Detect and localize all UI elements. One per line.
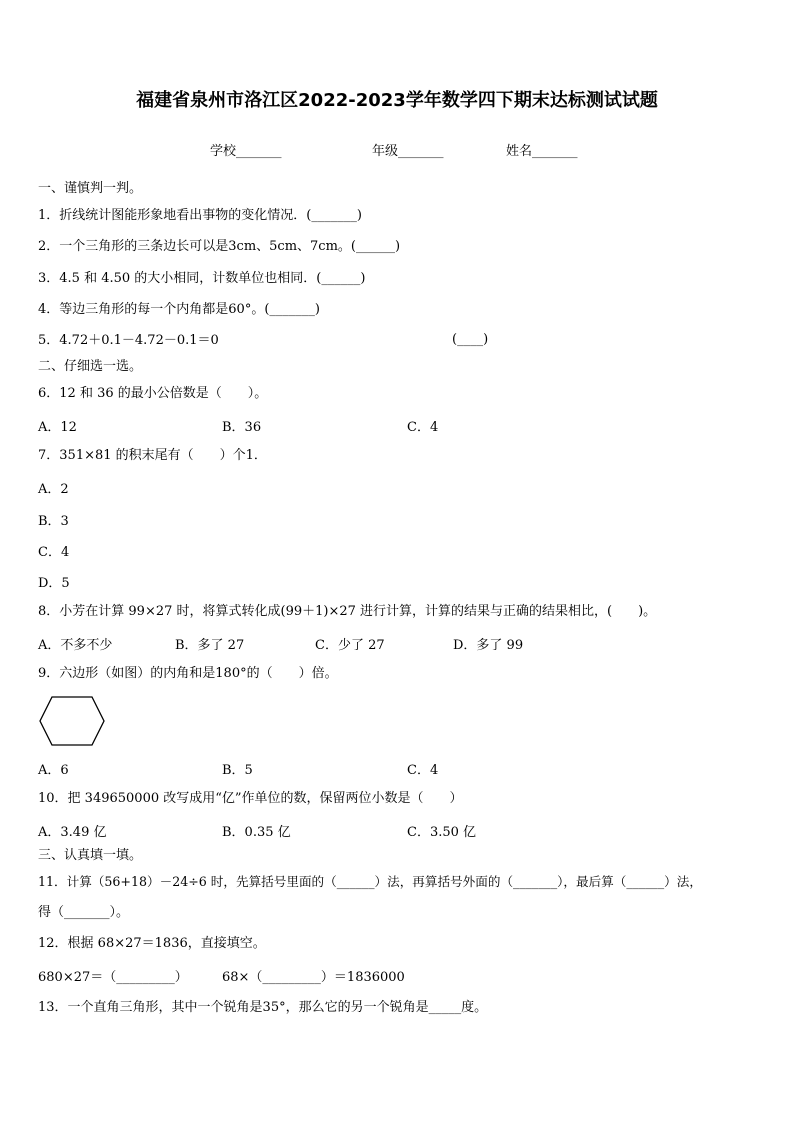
question-6-option-a: A．12 [38,420,77,435]
question-4: 4．等边三角形的每一个内角都是60°。(_______) [38,302,320,317]
school-field: 学校_______ [210,144,282,159]
question-5: 5．4.72＋0.1－4.72－0.1＝0 [38,333,219,348]
page-title: 福建省泉州市洛江区2022-2023学年数学四下期末达标测试试题 [136,90,658,111]
question-9-option-b: B．5 [222,763,253,778]
question-10-option-b: B．0.35 亿 [222,825,291,840]
question-7-option-a: A．2 [38,482,69,497]
question-7-option-c: C．4 [38,545,70,560]
question-8-option-d: D．多了 99 [453,638,524,653]
question-12: 12．根据 68×27＝1836，直接填空。 [38,936,266,951]
question-8-option-a: A．不多不少 [38,638,113,653]
question-10-option-a: A．3.49 亿 [38,825,107,840]
question-2: 2．一个三角形的三条边长可以是3cm、5cm、7cm。(______) [38,239,401,254]
question-6-option-b: B．36 [222,420,262,435]
section-heading-judge: 一、谨慎判一判。 [38,181,143,196]
question-9: 9．六边形（如图）的内角和是180°的（ ）倍。 [38,666,338,681]
question-13: 13．一个直角三角形，其中一个锐角是35°，那么它的另一个锐角是_____度。 [38,1000,488,1015]
name-field: 姓名_______ [506,144,578,159]
question-8-option-c: C．少了 27 [315,638,385,653]
question-7-option-b: B．3 [38,514,69,529]
question-6: 6．12 和 36 的最小公倍数是（ ）。 [38,386,268,401]
question-6-option-c: C．4 [407,420,439,435]
question-7-option-d: D．5 [38,576,70,591]
question-12-blank-2: 68×（_________）＝1836000 [222,970,405,985]
hexagon-figure [38,696,106,746]
section-heading-fill: 三、认真填一填。 [38,848,143,863]
question-1: 1．折线统计图能形象地看出事物的变化情况．(_______) [38,208,362,223]
question-12-blank-1: 680×27＝（_________） [38,970,188,985]
question-5-blank: (____) [452,332,489,347]
question-11-line-1: 11．计算（56+18）－24÷6 时，先算括号里面的（______）法，再算括号外面的（_______），最后算（______）法， [38,874,702,889]
question-10-option-c: C．3.50 亿 [407,825,477,840]
question-8-option-b: B．多了 27 [175,638,245,653]
question-11-line-2: 得（_______）。 [38,905,130,920]
question-3: 3．4.5 和 4.50 的大小相同，计数单位也相同．(______) [38,271,366,286]
question-7: 7．351×81 的积末尾有（ ）个1． [38,448,267,463]
question-9-option-c: C．4 [407,763,439,778]
question-10: 10．把 349650000 改写成用“亿”作单位的数，保留两位小数是（ ） [38,791,463,806]
question-8: 8．小芳在计算 99×27 时，将算式转化成(99＋1)×27 进行计算，计算的结果与正确的结果相比，( )。 [38,604,657,619]
section-heading-choose: 二、仔细选一选。 [38,359,143,374]
grade-field: 年级_______ [372,144,444,159]
question-9-option-a: A．6 [38,763,69,778]
